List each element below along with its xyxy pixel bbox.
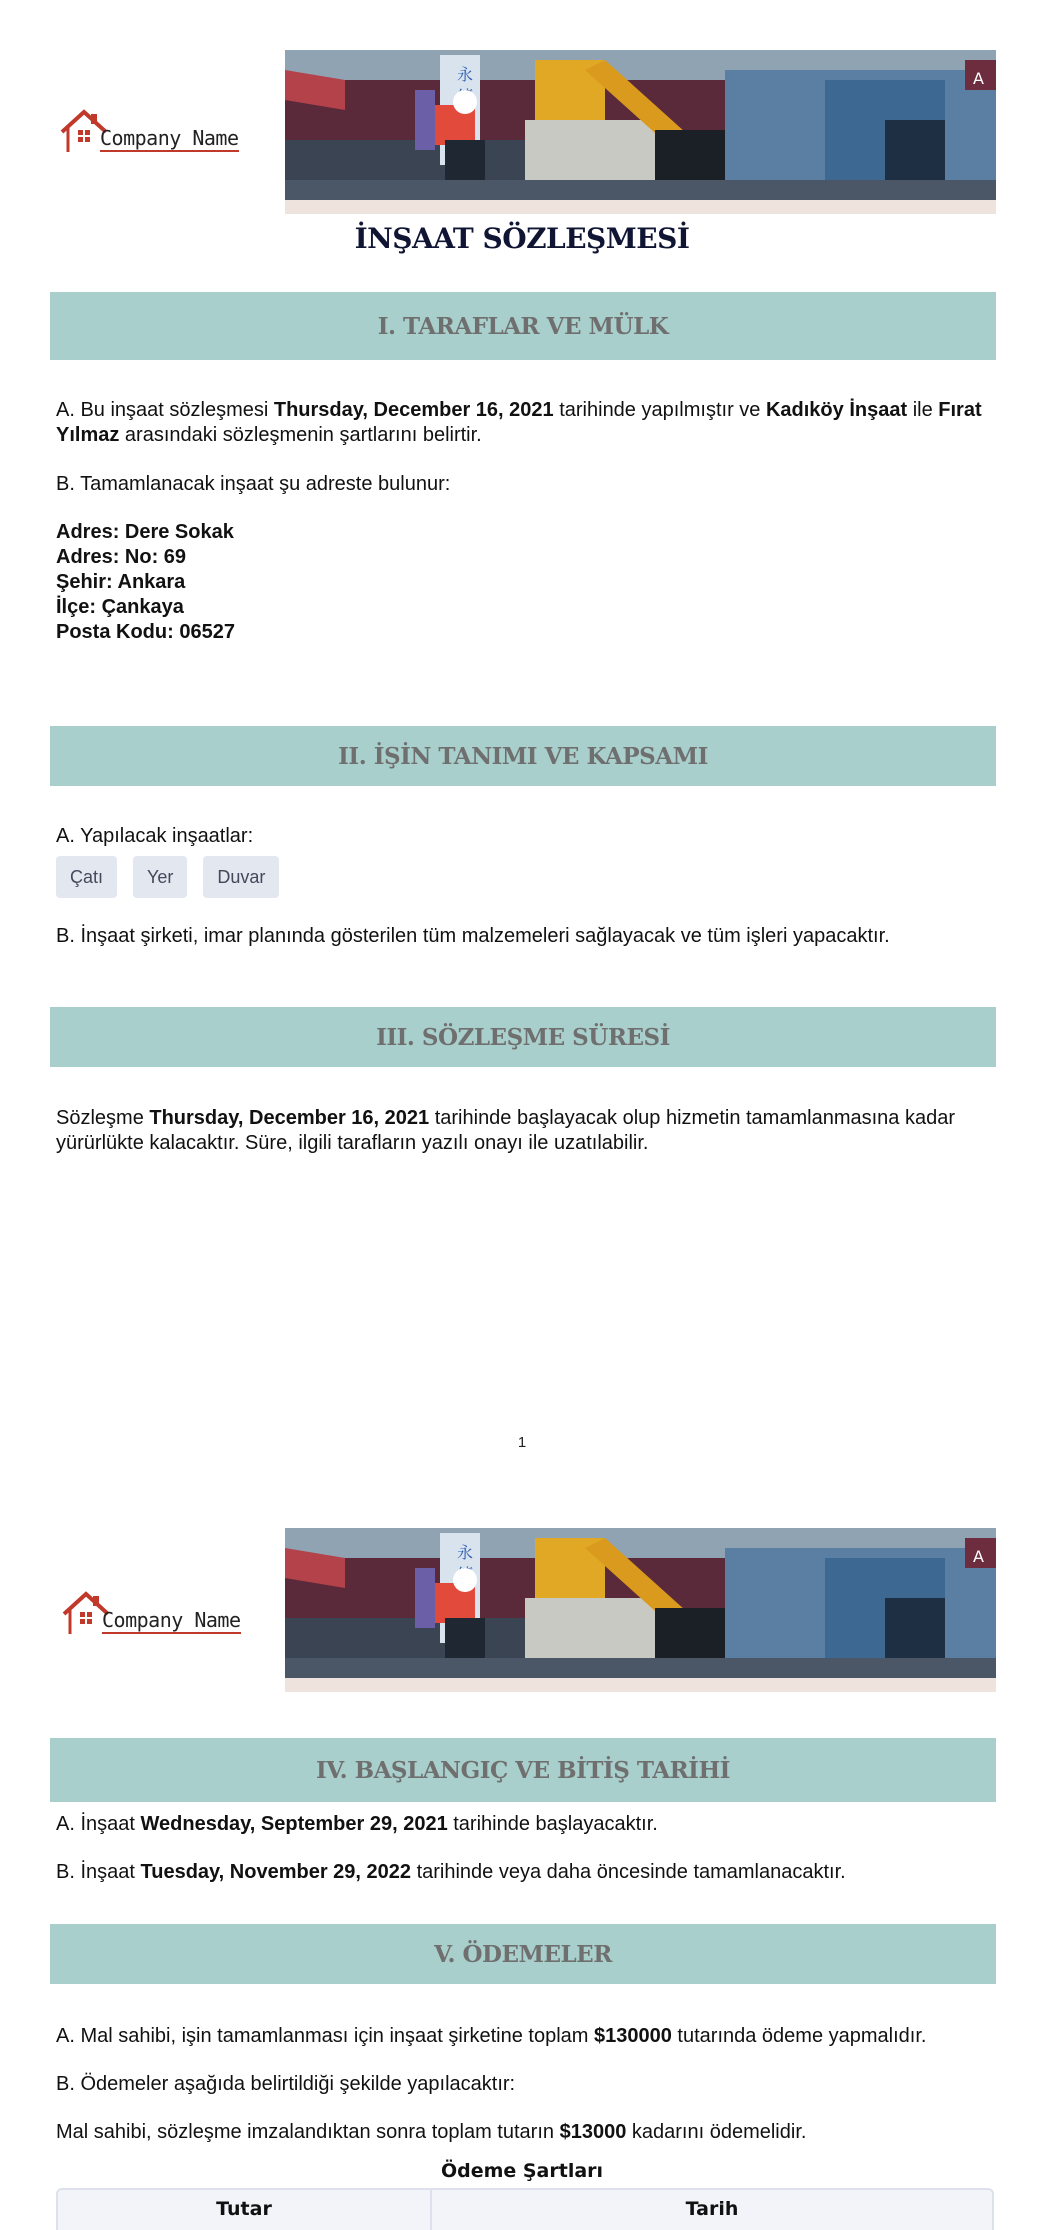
company-name: Company Name <box>100 126 239 150</box>
address-line: Posta Kodu: 06527 <box>56 621 235 643</box>
text-fragment: A. İnşaat <box>56 1813 141 1835</box>
section-3-heading: III. SÖZLEŞME SÜRESİ <box>50 1007 996 1067</box>
section-4-paragraph-b <box>56 1860 996 1885</box>
text-fragment: tarihinde başlayacak olup hizmetin tamamlanmasına kadar yürürlükte kalacaktır. Süre, ilgili tarafların yazılı onayı ile uzatılabilir. <box>56 1107 955 1154</box>
text-fragment: B. İnşaat <box>56 1861 141 1883</box>
address-line: Adres: No: 69 <box>56 546 187 568</box>
banner-strip <box>285 200 996 214</box>
section-4-heading: IV. BAŞLANGIÇ VE BİTİŞ TARİHİ <box>50 1738 996 1802</box>
svg-text:A: A <box>973 1547 984 1566</box>
section-2-paragraph-a: A. Yapılacak inşaatlar: <box>56 825 254 847</box>
construction-site-photo <box>285 1528 996 1678</box>
property-address <box>56 520 996 645</box>
section-1-heading: I. TARAFLAR VE MÜLK <box>50 292 996 360</box>
section-2-paragraph-b: B. İnşaat şirketi, imar planında gösterilen tüm malzemeleri sağlayacak ve tüm işleri yapacaktır. <box>56 925 890 947</box>
svg-text:永: 永 <box>457 1543 474 1562</box>
text-fragment: arasındaki sözleşmenin şartlarını belirtir. <box>119 424 482 446</box>
text-fragment: tarihinde başlayacaktır. <box>447 1813 658 1835</box>
contract-date: Thursday, December 16, 2021 <box>273 399 554 421</box>
section-1-paragraph-b: B. Tamamlanacak inşaat şu adreste bulunur: <box>56 473 451 495</box>
header-banner <box>285 50 996 214</box>
address-line: Adres: Dere Sokak <box>56 521 234 543</box>
payment-terms-table <box>56 2188 994 2230</box>
text-fragment: A. Bu inşaat sözleşmesi <box>56 399 274 421</box>
table-header-amount: Tutar <box>58 2190 432 2230</box>
text-fragment: tutarında ödeme yapmalıdır. <box>671 2025 927 2047</box>
svg-text:A: A <box>973 69 984 88</box>
contractor-name: Kadıköy İnşaat <box>765 399 908 421</box>
work-type-list <box>56 856 279 898</box>
section-4-paragraph-a <box>56 1812 996 1837</box>
work-type-chip: Çatı <box>56 856 117 898</box>
work-type-chip: Yer <box>133 856 187 898</box>
section-5-paragraph-a <box>56 2024 996 2049</box>
address-line: Şehir: Ankara <box>56 571 186 593</box>
work-type-chip: Duvar <box>203 856 279 898</box>
text-fragment: ile <box>907 399 939 421</box>
contract-start-date: Thursday, December 16, 2021 <box>149 1107 430 1129</box>
section-2-heading: II. İŞİN TANIMI VE KAPSAMI <box>50 726 996 786</box>
svg-text:永: 永 <box>457 65 474 84</box>
text-fragment: Sözleşme <box>56 1107 150 1129</box>
text-fragment: tarihinde yapılmıştır ve <box>553 399 766 421</box>
company-logo <box>60 1590 241 1636</box>
section-5-heading: V. ÖDEMELER <box>50 1924 996 1984</box>
total-amount: $130000 <box>594 2025 672 2047</box>
text-fragment: A. Mal sahibi, işin tamamlanması için inşaat şirketine toplam <box>56 2025 594 2047</box>
banner-strip <box>285 1678 996 1692</box>
section-5-paragraph-b: B. Ödemeler aşağıda belirtildiği şekilde yapılacaktır: <box>56 2073 516 2095</box>
construction-site-photo <box>285 50 996 200</box>
payment-table-title: Ödeme Şartları <box>440 2160 604 2182</box>
page-number: 1 <box>517 1434 527 1451</box>
start-date: Wednesday, September 29, 2021 <box>140 1813 448 1835</box>
page-2 <box>0 1480 1044 2216</box>
document-title: İNŞAAT SÖZLEŞMESİ <box>354 222 690 255</box>
section-5-paragraph-c <box>56 2120 996 2145</box>
section-1-paragraph-a <box>56 398 996 448</box>
table-header-date: Tarih <box>685 2198 739 2220</box>
initial-payment-amount: $13000 <box>559 2121 627 2143</box>
header-banner <box>285 1528 996 1692</box>
section-3-paragraph <box>56 1106 996 1156</box>
address-line: İlçe: Çankaya <box>56 596 184 618</box>
text-fragment: tarihinde veya daha öncesinde tamamlanacaktır. <box>411 1861 846 1883</box>
company-name: Company Name <box>102 1608 241 1632</box>
owner-name: Fırat Yılmaz <box>56 399 982 446</box>
text-fragment: Mal sahibi, sözleşme imzalandıktan sonra toplam tutarın <box>56 2121 560 2143</box>
company-logo <box>58 108 239 154</box>
end-date: Tuesday, November 29, 2022 <box>140 1861 412 1883</box>
text-fragment: kadarını ödemelidir. <box>626 2121 807 2143</box>
